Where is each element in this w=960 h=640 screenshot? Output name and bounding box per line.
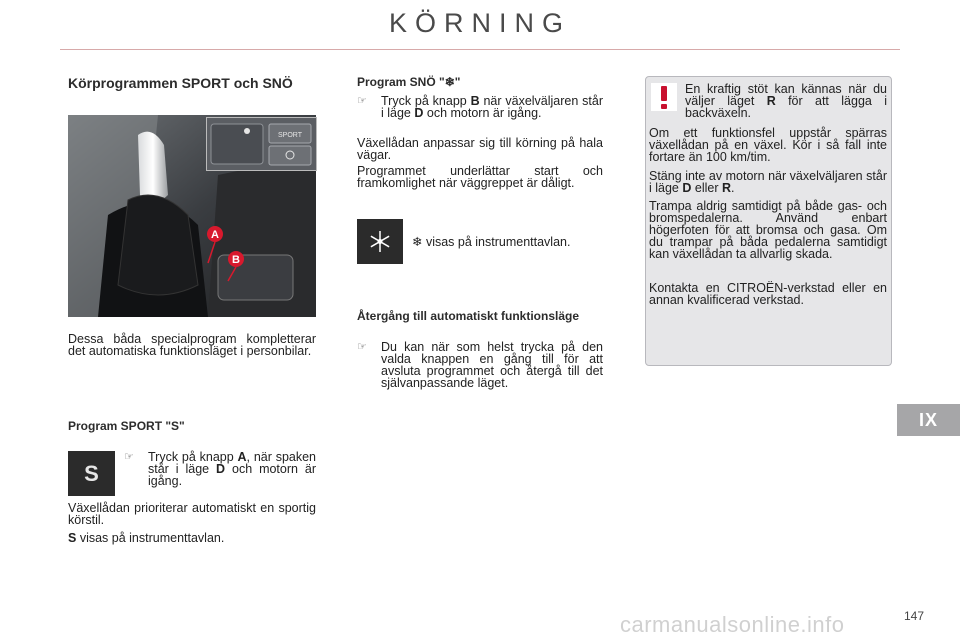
title-divider	[60, 49, 900, 50]
pointing-hand-icon: ☞	[124, 451, 134, 463]
callout-a-label: A	[211, 229, 219, 241]
page-title: KÖRNING	[388, 8, 571, 38]
return-bullet: ☞ Du kan när som helst trycka på den valda knappen en gång till för att avsluta programmet och återgå till det självanpassande läget.	[357, 340, 603, 390]
sport-heading: Program SPORT "S"	[68, 419, 185, 433]
snowflake-icon	[357, 219, 403, 264]
warning-paragraph-5: Kontakta en CITROËN-verkstad eller en annan kvalificerad verkstad.	[649, 281, 887, 307]
page-number: 147	[904, 609, 925, 623]
button-panel-inset	[206, 117, 317, 171]
intro-paragraph: Dessa båda specialprogram kompletterar det automatiska funktionsläget i personbilar.	[68, 332, 316, 358]
sport-bullet: ☞ Tryck på knapp A, när spaken står i läge D och motorn är igång.	[124, 450, 317, 488]
section-heading: Körprogrammen SPORT och SNÖ	[68, 75, 293, 91]
warning-paragraph-4: Trampa aldrig samtidigt på både gas- och bromspedalerna. Använd enbart högerfoten för att bromsa och gasa. Om du trampar på båda pedalerna samtidigt kan växellådan ta allvarlig skada.	[649, 199, 887, 261]
snow-bullet: ☞ Tryck på knapp B när växelväljaren står i läge D och motorn är igång.	[357, 94, 603, 120]
callout-b-label: B	[232, 254, 240, 266]
snow-heading: Program SNÖ "❄"	[357, 75, 461, 89]
warning-paragraph-1: En kraftig stöt kan kännas när du väljer läget R för att lägga i backväxeln.	[685, 82, 887, 120]
watermark: carmanualsonline.info	[620, 612, 845, 637]
snow-paragraph-2: Programmet underlättar start och framkomlighet när väggreppet är dåligt.	[357, 164, 603, 190]
sport-button-label: SPORT	[278, 132, 302, 139]
sport-s-icon: S	[68, 451, 115, 496]
return-heading: Återgång till automatiskt funktionsläge	[357, 309, 580, 323]
sport-paragraph: Växellådan prioriterar automatiskt en sportig körstil.	[68, 501, 316, 527]
chapter-tab: IX	[897, 404, 960, 436]
snow-display-note: ❄ visas på instrumenttavlan.	[412, 235, 571, 249]
warning-paragraph-2: Om ett funktionsfel uppstår spärras växellådan på en växel. Kör i så fall inte fortare än 100 km/tim.	[649, 126, 887, 164]
warning-paragraph-3: Stäng inte av motorn när växelväljaren står i läge D eller R.	[649, 169, 887, 195]
warning-exclamation-icon	[651, 83, 677, 111]
snow-paragraph-1: Växellådan anpassar sig till körning på hala vägar.	[357, 136, 603, 162]
pointing-hand-icon: ☞	[357, 95, 367, 107]
sport-display-note: S visas på instrumenttavlan.	[68, 531, 225, 545]
pointing-hand-icon: ☞	[357, 341, 367, 353]
